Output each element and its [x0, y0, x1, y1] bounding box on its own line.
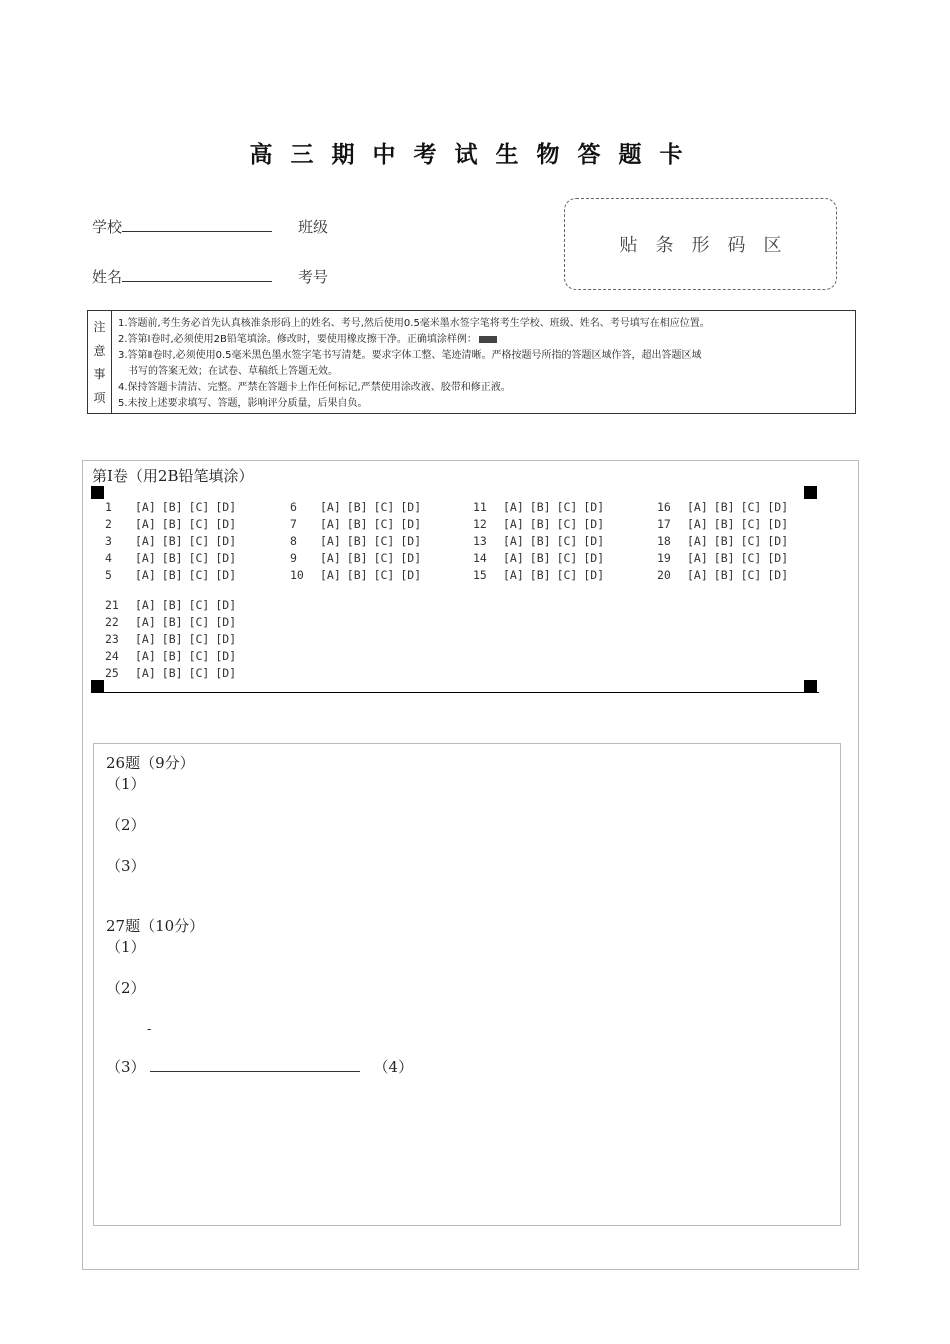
bubble-12-c[interactable]: [C] — [556, 517, 578, 531]
bubble-11-a[interactable]: [A] — [503, 500, 524, 514]
bubble-23-b[interactable]: [B] — [161, 632, 183, 646]
bubble-15-c[interactable]: [C] — [556, 568, 578, 582]
barcode-area — [564, 198, 837, 290]
choice-row-25 — [105, 666, 242, 680]
notice-line-2-text: 2.答第Ⅰ卷时,必须使用2B铅笔填涂。修改时，要使用橡皮擦干净。正确填涂样例： — [118, 334, 477, 345]
bubble-24-c[interactable]: [C] — [188, 649, 210, 663]
choice-row-11 — [473, 500, 610, 514]
bubble-5-c[interactable]: [C] — [188, 568, 210, 582]
bubble-3-b[interactable]: [B] — [161, 534, 183, 548]
bubble-4-d[interactable]: [D] — [215, 551, 237, 565]
bubble-2-d[interactable]: [D] — [215, 517, 237, 531]
bubble-23-a[interactable]: [A] — [135, 632, 156, 646]
bubble-13-c[interactable]: [C] — [556, 534, 578, 548]
bubble-4-b[interactable]: [B] — [161, 551, 183, 565]
question-number: 6 — [290, 500, 297, 514]
bubble-1-a[interactable]: [A] — [135, 500, 156, 514]
choice-row-17 — [657, 517, 794, 531]
bubble-2-b[interactable]: [B] — [161, 517, 183, 531]
bubble-1-d[interactable]: [D] — [215, 500, 237, 514]
bubble-25-a[interactable]: [A] — [135, 666, 156, 680]
barcode-label: 贴条形码区 — [619, 235, 800, 256]
question-number: 10 — [290, 568, 304, 582]
q26-sub-2: （2） — [106, 816, 146, 834]
part1-title: 第Ⅰ卷（用2B铅笔填涂） — [92, 467, 254, 485]
question-number: 2 — [105, 517, 112, 531]
bubble-16-a[interactable]: [A] — [687, 500, 708, 514]
bubble-7-a[interactable]: [A] — [320, 517, 341, 531]
bubble-1-c[interactable]: [C] — [188, 500, 210, 514]
bubble-1-b[interactable]: [B] — [161, 500, 183, 514]
bubble-7-b[interactable]: [B] — [346, 517, 368, 531]
bubble-3-a[interactable]: [A] — [135, 534, 156, 548]
name-label: 姓名 — [92, 268, 123, 286]
bubble-9-d[interactable]: [D] — [400, 551, 422, 565]
bubble-17-a[interactable]: [A] — [687, 517, 708, 531]
bubble-16-c[interactable]: [C] — [740, 500, 762, 514]
bubble-13-d[interactable]: [D] — [583, 534, 605, 548]
bubble-12-d[interactable]: [D] — [583, 517, 605, 531]
choice-row-15 — [473, 568, 610, 582]
bubble-16-b[interactable]: [B] — [713, 500, 735, 514]
choice-row-3 — [105, 534, 242, 548]
bubble-9-c[interactable]: [C] — [373, 551, 395, 565]
notice-head-char: 事 — [93, 367, 106, 382]
notice-line-2 — [118, 332, 849, 348]
bubble-2-c[interactable]: [C] — [188, 517, 210, 531]
bubble-21-b[interactable]: [B] — [161, 598, 183, 612]
bubble-12-b[interactable]: [B] — [529, 517, 551, 531]
bubble-2-a[interactable]: [A] — [135, 517, 156, 531]
bubble-18-a[interactable]: [A] — [687, 534, 708, 548]
notice-head-char: 意 — [93, 343, 106, 358]
bubble-14-c[interactable]: [C] — [556, 551, 578, 565]
bubble-4-c[interactable]: [C] — [188, 551, 210, 565]
bubble-8-a[interactable]: [A] — [320, 534, 341, 548]
bubble-22-a[interactable]: [A] — [135, 615, 156, 629]
notice-line-4: 4.保持答题卡清洁、完整。严禁在答题卡上作任何标记,严禁使用涂改液、胶带和修正液。 — [118, 382, 511, 393]
q27-answer-line[interactable] — [150, 1060, 360, 1072]
choice-row-23 — [105, 632, 242, 646]
bubble-9-a[interactable]: [A] — [320, 551, 341, 565]
bubble-12-a[interactable]: [A] — [503, 517, 524, 531]
choice-row-20 — [657, 568, 794, 582]
bubble-10-c[interactable]: [C] — [373, 568, 395, 582]
bubble-11-b[interactable]: [B] — [529, 500, 551, 514]
question-number: 16 — [657, 500, 671, 514]
bubble-18-d[interactable]: [D] — [767, 534, 789, 548]
bubble-5-b[interactable]: [B] — [161, 568, 183, 582]
bubble-20-d[interactable]: [D] — [767, 568, 789, 582]
bubble-4-a[interactable]: [A] — [135, 551, 156, 565]
question-number: 5 — [105, 568, 112, 582]
bubble-19-b[interactable]: [B] — [713, 551, 735, 565]
choice-row-4 — [105, 551, 242, 565]
question-number: 22 — [105, 615, 119, 629]
q26-sub-1: （1） — [106, 775, 146, 793]
question-number: 15 — [473, 568, 487, 582]
bubble-19-d[interactable]: [D] — [767, 551, 789, 565]
bubble-25-d[interactable]: [D] — [215, 666, 237, 680]
name-field[interactable] — [122, 268, 272, 282]
bubble-14-b[interactable]: [B] — [529, 551, 551, 565]
bubble-6-b[interactable]: [B] — [346, 500, 368, 514]
bubble-22-b[interactable]: [B] — [161, 615, 183, 629]
notice-head-char: 注 — [93, 320, 106, 335]
bubble-24-d[interactable]: [D] — [215, 649, 237, 663]
q27-sub-4: （4） — [373, 1058, 414, 1076]
question-number: 14 — [473, 551, 487, 565]
page-title: 高三期中考试生物答题卡 — [249, 141, 701, 168]
question-number: 13 — [473, 534, 487, 548]
info-row-name — [92, 266, 328, 287]
question-number: 7 — [290, 517, 297, 531]
choice-row-5 — [105, 568, 242, 582]
bubble-19-c[interactable]: [C] — [740, 551, 762, 565]
q27-dash: - — [147, 1022, 152, 1037]
bubble-19-a[interactable]: [A] — [687, 551, 708, 565]
exam-no-label: 考号 — [298, 268, 329, 286]
choice-row-10 — [290, 568, 427, 582]
q27-sub-2: （2） — [106, 979, 146, 997]
bubble-17-b[interactable]: [B] — [713, 517, 735, 531]
notice-body — [112, 311, 855, 413]
question-number: 9 — [290, 551, 297, 565]
question-number: 11 — [473, 500, 487, 514]
bubble-21-d[interactable]: [D] — [215, 598, 237, 612]
notice-line-3b: 书写的答案无效；在试卷、草稿纸上答题无效。 — [128, 366, 338, 377]
bubble-8-d[interactable]: [D] — [400, 534, 422, 548]
choice-row-18 — [657, 534, 794, 548]
choice-row-19 — [657, 551, 794, 565]
question-number: 4 — [105, 551, 112, 565]
question-number: 17 — [657, 517, 671, 531]
bubble-7-d[interactable]: [D] — [400, 517, 422, 531]
q27-sub-3-row — [106, 1056, 413, 1077]
notice-line-3: 3.答第Ⅱ卷时,必须使用0.5毫米黑色墨水签字笔书写清楚。要求字体工整、笔迹清晰。严格按题号所指的答题区域作答，超出答题区域 — [118, 350, 702, 361]
class-label: 班级 — [298, 218, 329, 236]
bubble-14-d[interactable]: [D] — [583, 551, 605, 565]
q27-sub-1: （1） — [106, 938, 146, 956]
bubble-5-a[interactable]: [A] — [135, 568, 156, 582]
choice-row-2 — [105, 517, 242, 531]
corner-mark-top-left — [91, 486, 104, 499]
question-number: 18 — [657, 534, 671, 548]
question-number: 12 — [473, 517, 487, 531]
section-bottom-line — [91, 692, 819, 693]
bubble-23-c[interactable]: [C] — [188, 632, 210, 646]
bubble-6-c[interactable]: [C] — [373, 500, 395, 514]
bubble-13-b[interactable]: [B] — [529, 534, 551, 548]
question-number: 19 — [657, 551, 671, 565]
bubble-3-d[interactable]: [D] — [215, 534, 237, 548]
bubble-18-b[interactable]: [B] — [713, 534, 735, 548]
info-row-school — [92, 216, 328, 237]
bubble-15-b[interactable]: [B] — [529, 568, 551, 582]
choice-row-13 — [473, 534, 610, 548]
bubble-25-b[interactable]: [B] — [161, 666, 183, 680]
bubble-15-d[interactable]: [D] — [583, 568, 605, 582]
school-field[interactable] — [122, 218, 272, 232]
bubble-22-c[interactable]: [C] — [188, 615, 210, 629]
question-number: 25 — [105, 666, 119, 680]
bubble-20-b[interactable]: [B] — [713, 568, 735, 582]
q26-title: 26题（9分） — [106, 754, 195, 772]
q27-sub-3: （3） — [106, 1058, 146, 1076]
bubble-8-b[interactable]: [B] — [346, 534, 368, 548]
bubble-9-b[interactable]: [B] — [346, 551, 368, 565]
q27-title: 27题（10分） — [106, 917, 205, 935]
question-number: 3 — [105, 534, 112, 548]
choice-row-12 — [473, 517, 610, 531]
bubble-11-c[interactable]: [C] — [556, 500, 578, 514]
bubble-7-c[interactable]: [C] — [373, 517, 395, 531]
bubble-21-c[interactable]: [C] — [188, 598, 210, 612]
notice-head — [88, 311, 112, 413]
bubble-22-d[interactable]: [D] — [215, 615, 237, 629]
choice-row-9 — [290, 551, 427, 565]
notice-box — [87, 310, 856, 414]
notice-head-char: 项 — [93, 390, 106, 405]
notice-line-1: 1.答题前,考生务必首先认真核准条形码上的姓名、考号,然后使用0.5毫米墨水签字笔将考生学校、班级、姓名、考号填写在相应位置。 — [118, 318, 710, 329]
bubble-23-d[interactable]: [D] — [215, 632, 237, 646]
choice-row-1 — [105, 500, 242, 514]
bubble-10-b[interactable]: [B] — [346, 568, 368, 582]
bubble-5-d[interactable]: [D] — [215, 568, 237, 582]
bubble-17-d[interactable]: [D] — [767, 517, 789, 531]
question-number: 8 — [290, 534, 297, 548]
choice-row-8 — [290, 534, 427, 548]
choice-row-24 — [105, 649, 242, 663]
question-number: 20 — [657, 568, 671, 582]
q26-sub-3: （3） — [106, 857, 146, 875]
question-number: 21 — [105, 598, 119, 612]
question-number: 24 — [105, 649, 119, 663]
question-number: 23 — [105, 632, 119, 646]
question-number: 1 — [105, 500, 112, 514]
bubble-10-d[interactable]: [D] — [400, 568, 422, 582]
filled-sample-icon — [479, 336, 497, 343]
bubble-18-c[interactable]: [C] — [740, 534, 762, 548]
bubble-21-a[interactable]: [A] — [135, 598, 156, 612]
bubble-3-c[interactable]: [C] — [188, 534, 210, 548]
school-label: 学校 — [92, 218, 123, 236]
bubble-17-c[interactable]: [C] — [740, 517, 762, 531]
bubble-6-a[interactable]: [A] — [320, 500, 341, 514]
bubble-15-a[interactable]: [A] — [503, 568, 524, 582]
bubble-11-d[interactable]: [D] — [583, 500, 605, 514]
corner-mark-top-right — [804, 486, 817, 499]
bubble-10-a[interactable]: [A] — [320, 568, 341, 582]
bubble-16-d[interactable]: [D] — [767, 500, 789, 514]
choice-row-16 — [657, 500, 794, 514]
bubble-20-a[interactable]: [A] — [687, 568, 708, 582]
choice-row-22 — [105, 615, 242, 629]
choice-row-21 — [105, 598, 242, 612]
bubble-24-a[interactable]: [A] — [135, 649, 156, 663]
bubble-14-a[interactable]: [A] — [503, 551, 524, 565]
part2-section — [93, 743, 841, 1226]
bubble-8-c[interactable]: [C] — [373, 534, 395, 548]
bubble-20-c[interactable]: [C] — [740, 568, 762, 582]
notice-line-5: 5.未按上述要求填写、答题，影响评分质量，后果自负。 — [118, 398, 368, 409]
bubble-25-c[interactable]: [C] — [188, 666, 210, 680]
bubble-6-d[interactable]: [D] — [400, 500, 422, 514]
bubble-24-b[interactable]: [B] — [161, 649, 183, 663]
choice-row-7 — [290, 517, 427, 531]
choice-row-14 — [473, 551, 610, 565]
choice-row-6 — [290, 500, 427, 514]
bubble-13-a[interactable]: [A] — [503, 534, 524, 548]
